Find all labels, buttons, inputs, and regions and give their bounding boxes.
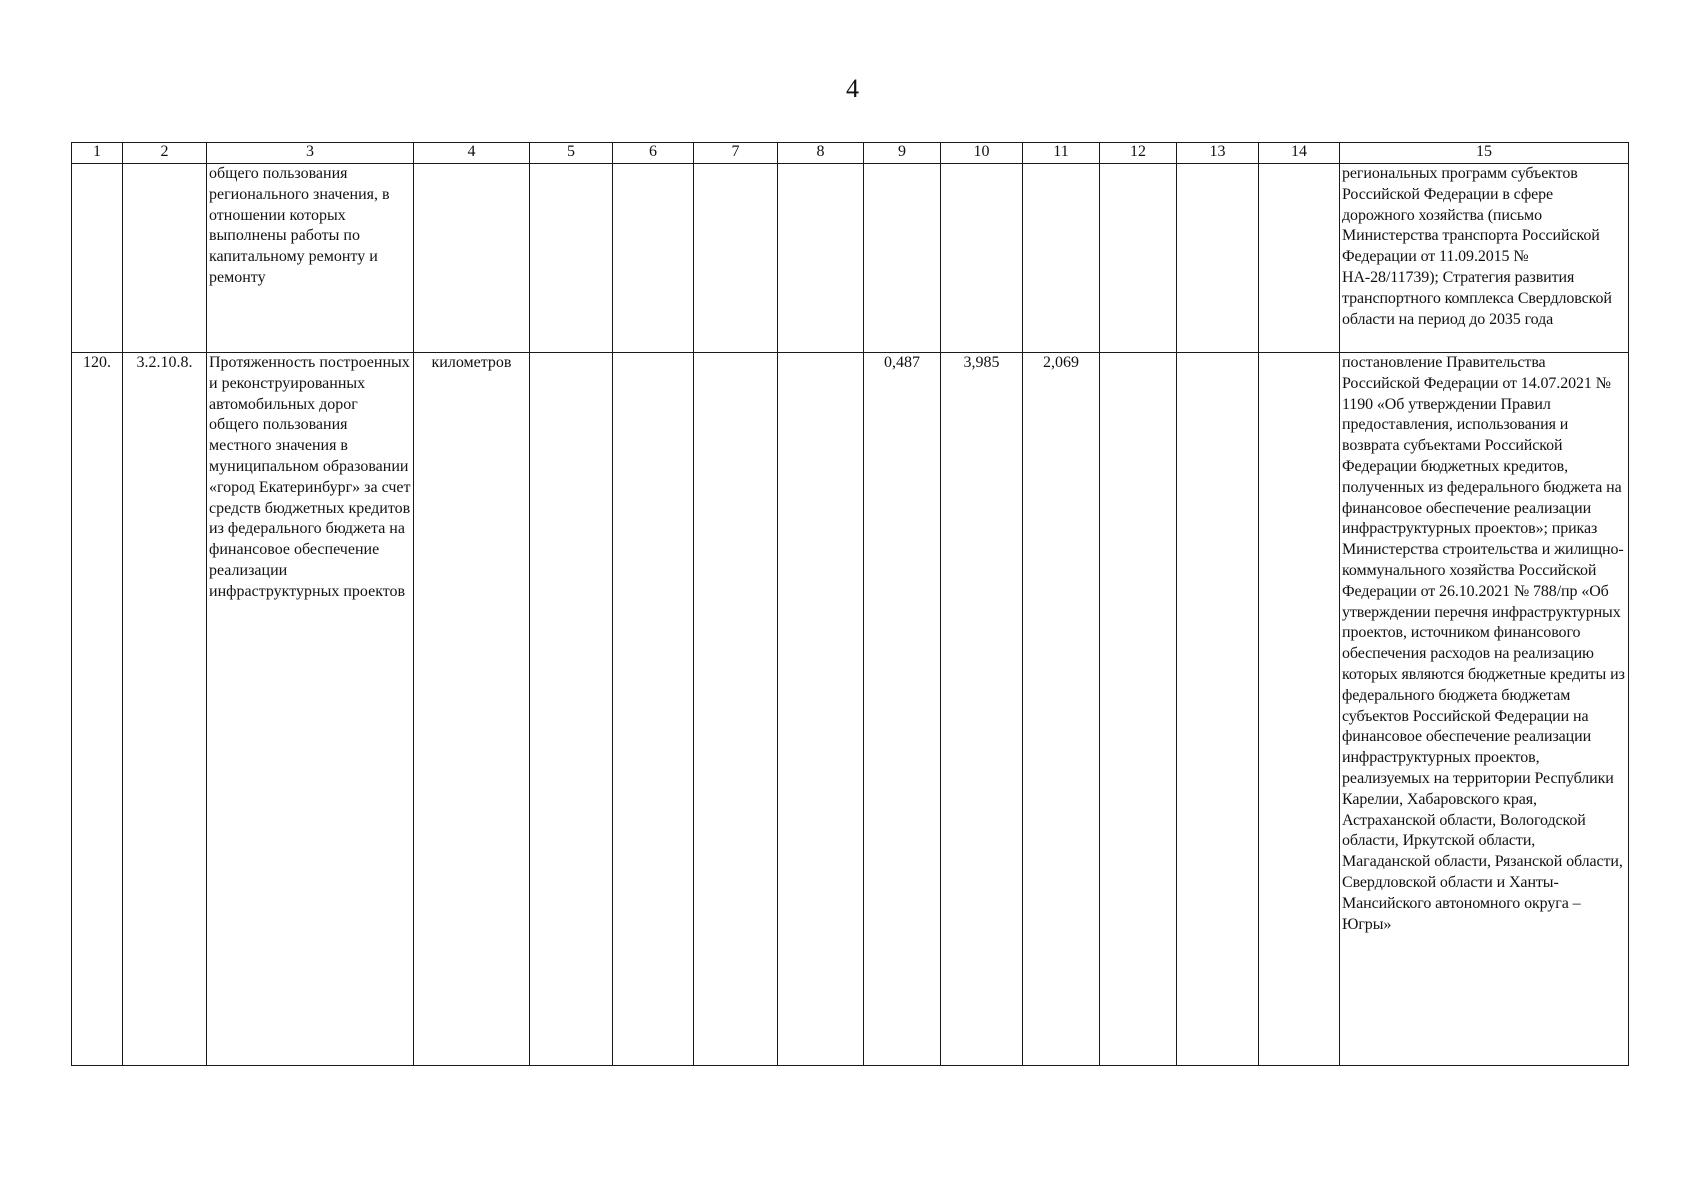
unit-cell xyxy=(414,164,530,353)
row-code-cell xyxy=(123,164,207,353)
value-cell-col12 xyxy=(1100,353,1177,1066)
source-document-cell: постановление Правительства Российской Федерации от 14.07.2021 № 1190 «Об утверждении Правил предоставления, использования и возврата субъектами Российской Федерации бюджетных кредитов, полученных из федерального бюджета на финансовое обеспечение реализации инфраструктурных проектов»; приказ Министерства строительства и жилищно-коммунального хозяйства Российской Федерации от 26.10.2021 № 788/пр «Об утверждении перечня инфраструктурных проектов, источником финансового обеспечения расходов на реализацию которых являются бюджетные кредиты из федерального бюджета бюджетам субъектов Российской Федерации на финансовое обеспечение реализации инфраструктурных проектов, реализуемых на территории Республики Карелии, Хабаровского края, Астраханской области, Вологодской области, Иркутской области, Магаданской области, Рязанской области, Свердловской области и Ханты-Мансийского автономного округа – Югры» xyxy=(1340,353,1629,1066)
column-header: 14 xyxy=(1259,143,1340,164)
column-header: 12 xyxy=(1100,143,1177,164)
value-cell xyxy=(694,164,778,353)
page-number: 4 xyxy=(846,74,859,103)
column-header: 10 xyxy=(941,143,1023,164)
column-header: 7 xyxy=(694,143,778,164)
value-cell-col13 xyxy=(1177,353,1259,1066)
value-cell-col14 xyxy=(1259,353,1340,1066)
value-cell xyxy=(1259,164,1340,353)
value-cell-col7 xyxy=(694,353,778,1066)
indicator-name-cell: Протяженность построенных и реконструированных автомобильных дорог общего пользования местного значения в муниципальном образовании «город Екатеринбург» за счет средств бюджетных кредитов из федерального бюджета на финансовое обеспечение реализации инфраструктурных проектов xyxy=(207,353,414,1066)
value-cell-col11: 2,069 xyxy=(1023,353,1100,1066)
column-header: 13 xyxy=(1177,143,1259,164)
column-header: 1 xyxy=(72,143,123,164)
value-cell-col6 xyxy=(613,353,694,1066)
row-number-cell xyxy=(72,164,123,353)
column-header: 2 xyxy=(123,143,207,164)
unit-cell: километров xyxy=(414,353,530,1066)
source-document-cell: региональных программ субъектов Российской Федерации в сфере дорожного хозяйства (письмо Министерства транспорта Российской Федерации от 11.09.2015 № НА-28/11739); Стратегия развития транспортного комплекса Свердловской области на период до 2035 года xyxy=(1340,164,1629,353)
row-number-cell: 120. xyxy=(72,353,123,1066)
column-header: 11 xyxy=(1023,143,1100,164)
value-cell xyxy=(864,164,941,353)
value-cell xyxy=(1023,164,1100,353)
value-cell-col5 xyxy=(530,353,613,1066)
column-header: 6 xyxy=(613,143,694,164)
value-cell xyxy=(778,164,864,353)
table-row-120 xyxy=(72,353,1629,1066)
indicator-name-cell: общего пользования регионального значения, в отношении которых выполнены работы по капитальному ремонту и ремонту xyxy=(207,164,414,353)
column-number-row xyxy=(72,143,1629,164)
value-cell-col10: 3,985 xyxy=(941,353,1023,1066)
column-header: 5 xyxy=(530,143,613,164)
column-header: 9 xyxy=(864,143,941,164)
value-cell xyxy=(1177,164,1259,353)
column-header: 8 xyxy=(778,143,864,164)
column-header: 3 xyxy=(207,143,414,164)
value-cell xyxy=(530,164,613,353)
value-cell-col9: 0,487 xyxy=(864,353,941,1066)
row-code-cell: 3.2.10.8. xyxy=(123,353,207,1066)
value-cell xyxy=(1100,164,1177,353)
value-cell-col8 xyxy=(778,353,864,1066)
value-cell xyxy=(613,164,694,353)
indicators-table xyxy=(71,142,1629,1066)
column-header: 15 xyxy=(1340,143,1629,164)
table-row-continuation xyxy=(72,164,1629,353)
value-cell xyxy=(941,164,1023,353)
column-header: 4 xyxy=(414,143,530,164)
